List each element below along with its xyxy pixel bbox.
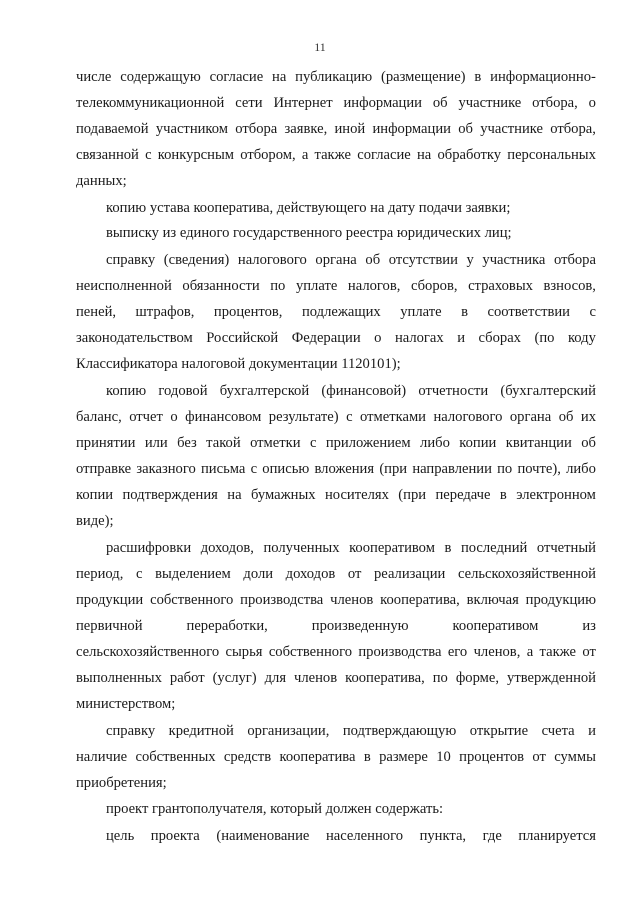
- text-line: связанной с конкурсным отбором, а также согласие на обработку персональных: [76, 147, 596, 163]
- text-line: данных;: [76, 173, 127, 189]
- text-line: принятии или без такой отметки с приложением либо копии квитанции об: [76, 435, 596, 451]
- text-line: числе содержащую согласие на публикацию (размещение) в информационно-: [76, 69, 596, 85]
- text-line: копию годовой бухгалтерской (финансовой) отчетности (бухгалтерский: [106, 383, 596, 399]
- text-line: копии подтверждения на бумажных носителях (при передаче в электронном: [76, 487, 596, 503]
- page-number: 11: [314, 40, 326, 54]
- text-line: неисполненной обязанности по уплате налогов, сборов, страховых взносов,: [76, 278, 596, 294]
- text-line: цель проекта (наименование населенного пункта, где планируется: [106, 828, 596, 844]
- text-line: выполненных работ (услуг) для членов кооператива, по форме, утвержденной: [76, 670, 596, 686]
- text-line: справку (сведения) налогового органа об отсутствии у участника отбора: [106, 252, 596, 268]
- text-line: справку кредитной организации, подтверждающую открытие счета и: [106, 723, 596, 739]
- text-line: выписку из единого государственного реестра юридических лиц;: [106, 225, 512, 241]
- text-line: проект грантополучателя, который должен содержать:: [106, 801, 444, 817]
- text-line: Классификатора налоговой документации 1120101);: [76, 356, 401, 372]
- text-line: первичной переработки, произведенную кооперативом из: [76, 618, 596, 634]
- text-line: законодательством Российской Федерации о налогах и сборах (по коду: [76, 330, 596, 346]
- text-line: продукции собственного производства членов кооператива, включая продукцию: [76, 592, 596, 608]
- text-line: отправке заказного письма с описью вложения (при направлении по почте), либо: [76, 461, 596, 477]
- text-line: пеней, штрафов, процентов, подлежащих уплате в соответствии с: [76, 304, 596, 320]
- text-line: телекоммуникационной сети Интернет информации об участнике отбора, о: [76, 95, 596, 111]
- text-line: подаваемой участником отбора заявке, иной информации об участнике отбора,: [76, 121, 596, 137]
- text-line: виде);: [76, 513, 114, 529]
- text-line: расшифровки доходов, полученных кооперативом в последний отчетный: [106, 540, 596, 556]
- text-line: сельскохозяйственного сырья собственного производства его членов, а также от: [76, 644, 596, 660]
- text-line: баланс, отчет о финансовом результате) с отметками налогового органа об их: [76, 409, 596, 425]
- text-line: период, с выделением доли доходов от реализации сельскохозяйственной: [76, 566, 596, 582]
- text-line: копию устава кооператива, действующего на дату подачи заявки;: [106, 200, 511, 216]
- text-line: наличие собственных средств кооператива в размере 10 процентов от суммы: [76, 749, 596, 765]
- text-line: министерством;: [76, 696, 176, 712]
- text-line: приобретения;: [76, 775, 167, 791]
